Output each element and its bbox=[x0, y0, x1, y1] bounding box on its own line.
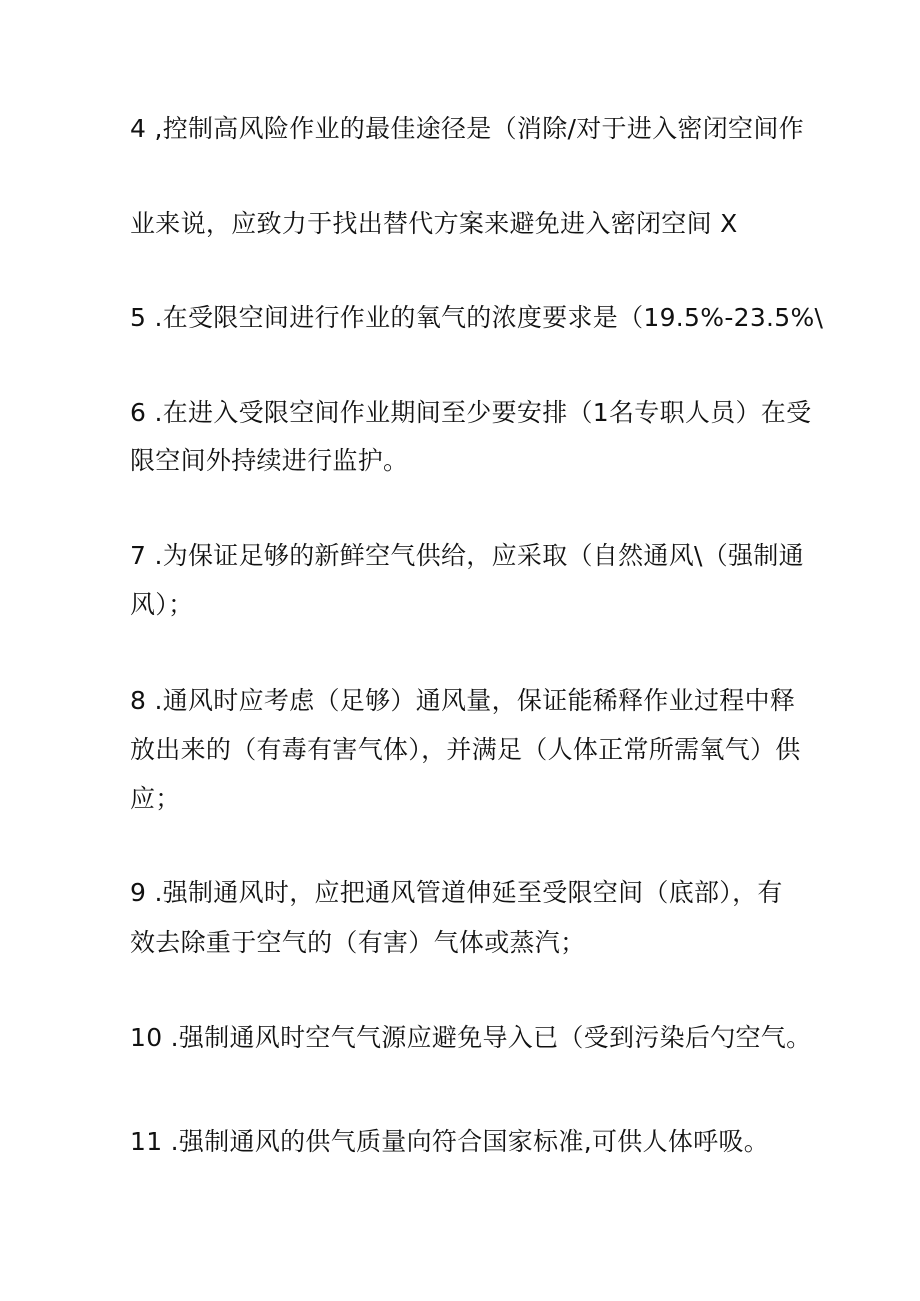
item-10-line-1: 10 .强制通风时空气气源应避免导入已（受到污染后勺空气。 bbox=[130, 1023, 812, 1052]
item-9-line-1: 9 .强制通风时，应把通风管道伸延至受限空间（底部），有 bbox=[130, 878, 783, 907]
item-7-line-1: 7 .为保证足够的新鲜空气供给，应采取（自然通风\（强制通 bbox=[130, 541, 804, 570]
item-4-line-1: 4 ,控制高风险作业的最佳途径是（消除/对于进入密闭空间作 bbox=[130, 114, 804, 143]
item-6-line-1: 6 .在进入受限空间作业期间至少要安排（1名专职人员）在受 bbox=[130, 398, 812, 427]
item-6-line-2: 限空间外持续进行监护。 bbox=[130, 446, 409, 475]
item-5-line-1: 5 .在受限空间进行作业的氧气的浓度要求是（19.5%-23.5%\ bbox=[130, 303, 824, 332]
item-8-line-1: 8 .通风时应考虑（足够）通风量，保证能稀释作业过程中释 bbox=[130, 686, 796, 715]
item-8-line-2: 放出来的（有毒有害气体），并满足（人体正常所需氧气）供 bbox=[130, 735, 801, 764]
item-9-line-2: 效去除重于空气的（有害）气体或蒸汽； bbox=[130, 928, 586, 957]
item-8-line-3: 应； bbox=[130, 784, 181, 813]
item-11-line-1: 11 .强制通风的供气质量向符合国家标准,可供人体呼吸。 bbox=[130, 1127, 770, 1156]
item-7-line-2: 风）； bbox=[130, 590, 194, 619]
item-4-line-2: 业来说，应致力于找出替代方案来避免进入密闭空间 X bbox=[130, 209, 738, 238]
